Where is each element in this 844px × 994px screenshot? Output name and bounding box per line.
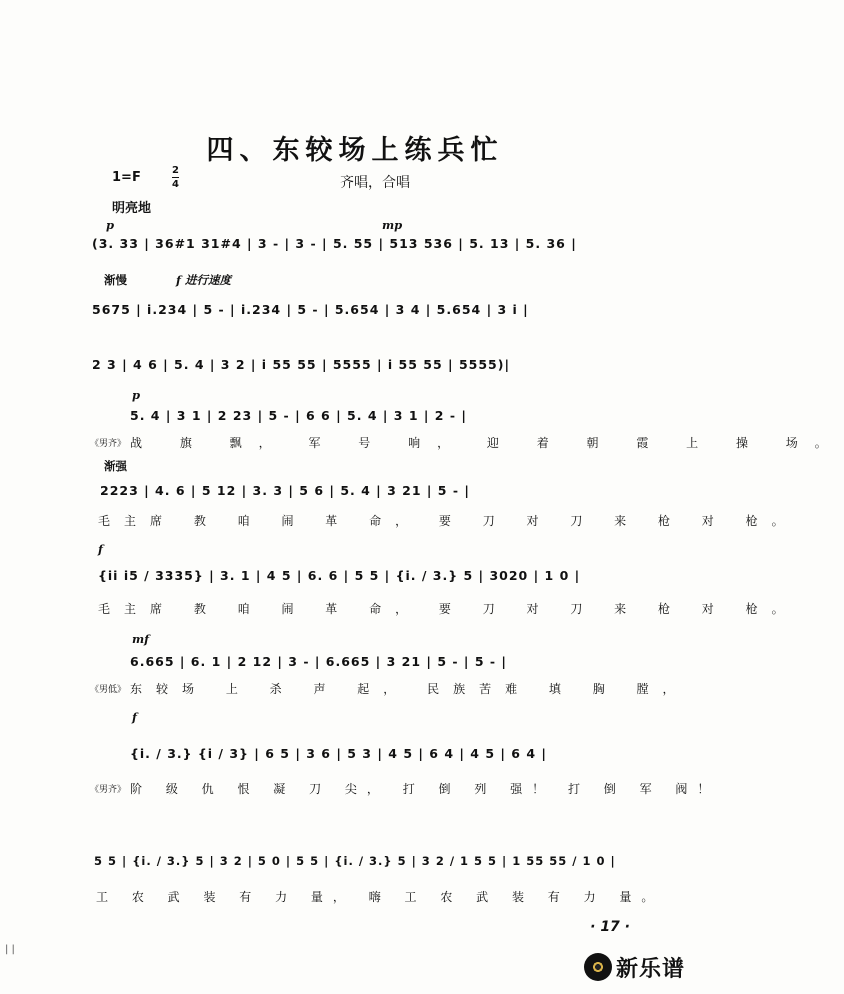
score-row-2 (92, 272, 657, 332)
record-disc-icon (584, 953, 612, 981)
time-signature-divider (172, 177, 179, 178)
notation-line: 2 3 | 4 6 | 5. 4 | 3 2 | i 55 55 | 5555 | i 55 55 | 5555)| (92, 357, 511, 372)
notation-line: 5. 4 | 3 1 | 2 23 | 5 - | 6 6 | 5. 4 | 3 1 | 2 - | (130, 408, 467, 423)
notation-line: {i. / 3.} {i / 3} | 6 5 | 3 6 | 5 3 | 4 5 | 6 4 | 4 5 | 6 4 | (130, 746, 547, 761)
performance-mode: 齐唱，合唱 (340, 175, 410, 191)
dynamic-mark: f 进行速度 (176, 273, 231, 287)
time-signature-top: 2 (172, 165, 179, 176)
page-title: 四、东较场上练兵忙 (206, 135, 504, 166)
notation-line: 5675 | i.234 | 5 - | i.234 | 5 - | 5.654 | 3 4 | 5.654 | 3 i | (92, 302, 529, 317)
time-signature-bottom: 4 (172, 179, 179, 190)
score-row-6 (92, 542, 798, 616)
score-row-7 (90, 632, 689, 696)
notation-line: 2223 | 4. 6 | 5 12 | 3. 3 | 5 6 | 5. 4 | 3 21 | 5 - | (100, 483, 470, 498)
dynamic-mark: p (132, 388, 141, 402)
voice-prefix: 《男齐》 (90, 439, 127, 449)
notation-line: (3. 33 | 36#1 31#4 | 3 - | 3 - | 5. 55 | 513 536 | 5. 13 | 5. 36 | (92, 236, 577, 251)
score-row-1 (92, 218, 657, 278)
page-number: · 17 · (590, 919, 630, 935)
lyrics-line: 战 旗 飘， 军 号 响， 迎 着 朝 霞 上 操 场。 (130, 436, 844, 450)
notation-line: {ii i5 / 3335} | 3. 1 | 4 5 | 6. 6 | 5 5 | {i. / 3.} 5 | 3020 | 1 0 | (98, 568, 581, 583)
tempo-marking: 明亮地 (112, 201, 152, 216)
score-row-4 (90, 388, 844, 450)
dynamic-mark: mp (382, 218, 403, 232)
voice-prefix: 《男低》 (90, 685, 127, 695)
key-signature: 1=F (112, 170, 141, 185)
lyrics-line: 工 农 武 装 有 力 量， 嗨 工 农 武 装 有 力 量。 (96, 890, 664, 904)
time-signature (172, 165, 179, 190)
score-row-5 (92, 458, 798, 528)
voice-prefix: 《男齐》 (90, 785, 127, 795)
scan-mark: | | (5, 944, 15, 955)
tempo-change-mark: 渐慢 (104, 273, 127, 287)
lyrics-line: 毛主席 教 咱 闹 革 命， 要 刀 对 刀 来 枪 对 枪。 (98, 514, 798, 528)
dynamic-text-mark: 渐强 (104, 459, 127, 473)
dynamic-mark: f (98, 542, 103, 556)
site-logo (584, 950, 685, 984)
lyrics-line: 阶 级 仇 恨 凝 刀 尖， 打 倒 列 强！ 打 倒 军 阀！ (130, 782, 720, 796)
notation-line: 6.665 | 6. 1 | 2 12 | 3 - | 6.665 | 3 21 | 5 - | 5 - | (130, 654, 507, 669)
score-row-8 (90, 710, 720, 796)
logo-text: 新乐谱 (616, 956, 686, 982)
lyrics-line: 东较场 上 杀 声 起， 民族苦难 填 胸 膛， (130, 682, 689, 696)
dynamic-mark: f (132, 710, 137, 724)
dynamic-mark: p (106, 218, 115, 232)
score-row-9 (92, 832, 664, 904)
notation-line: 5 5 | {i. / 3.} 5 | 3 2 | 5 0 | 5 5 | {i. / 3.} 5 | 3 2 / 1 5 5 | 1 55 55 / 1 0 | (94, 854, 616, 868)
lyrics-line: 毛主席 教 咱 闹 革 命， 要 刀 对 刀 来 枪 对 枪。 (98, 602, 798, 616)
dynamic-mark: mf (132, 632, 150, 646)
